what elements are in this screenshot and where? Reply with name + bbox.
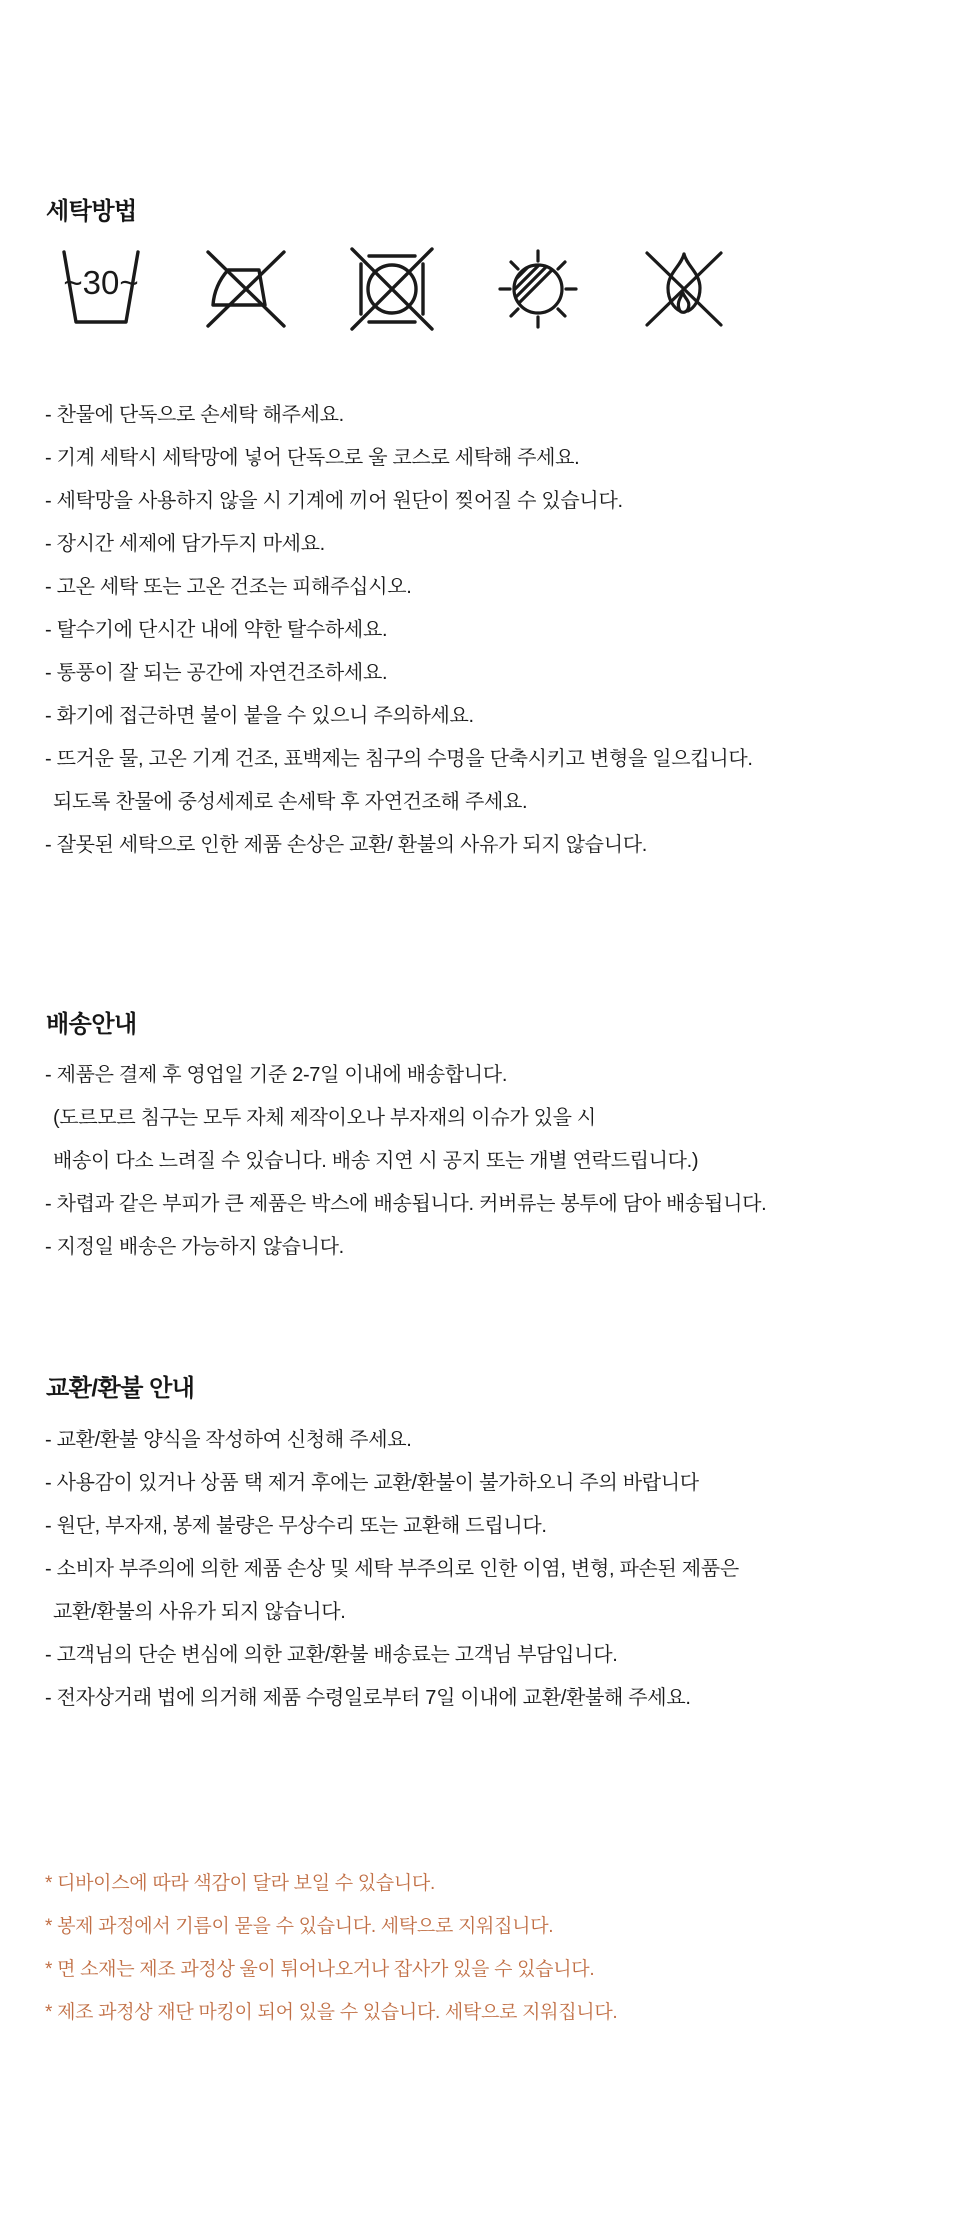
- no-tumble-dry-icon: [342, 243, 442, 335]
- washing-instruction-line: - 세탁망을 사용하지 않을 시 기계에 끼어 원단이 찢어질 수 있습니다.: [45, 490, 623, 512]
- shipping-info-line: - 차렵과 같은 부피가 큰 제품은 박스에 배송됩니다. 커버류는 봉투에 담아 배송됩니다.: [45, 1193, 767, 1215]
- no-fire-icon: [634, 243, 734, 335]
- product-note-line: * 봉제 과정에서 기름이 묻을 수 있습니다. 세탁으로 지워집니다.: [45, 1916, 554, 1937]
- product-notes: [45, 1862, 930, 2034]
- shipping-info-line: 배송이 다소 느려질 수 있습니다. 배송 지연 시 공지 또는 개별 연락드립니다.): [53, 1150, 699, 1172]
- refund-info-line: - 사용감이 있거나 상품 택 제거 후에는 교환/환불이 불가하오니 주의 바랍니다: [45, 1472, 699, 1494]
- washing-instruction-line: 되도록 찬물에 중성세제로 손세탁 후 자연건조해 주세요.: [53, 791, 528, 813]
- shipping-info-line: - 지정일 배송은 가능하지 않습니다.: [45, 1236, 344, 1258]
- washing-instruction-line: - 탈수기에 단시간 내에 약한 탈수하세요.: [45, 619, 388, 641]
- product-note-line: * 디바이스에 따라 색감이 달라 보일 수 있습니다.: [45, 1873, 435, 1894]
- product-note-line: * 면 소재는 제조 과정상 울이 튀어나오거나 잡사가 있을 수 있습니다.: [45, 1959, 595, 1980]
- washing-section-title: 세탁방법: [46, 197, 137, 225]
- laundry-care-icons: [50, 243, 734, 335]
- washing-instruction-line: - 뜨거운 물, 고온 기계 건조, 표백제는 침구의 수명을 단축시키고 변형을 일으킵니다.: [45, 748, 753, 770]
- handwash-30-icon: [50, 243, 150, 335]
- washing-instruction-line: - 장시간 세제에 담가두지 마세요.: [45, 533, 325, 555]
- refund-info-line: - 원단, 부자재, 봉제 불량은 무상수리 또는 교환해 드립니다.: [45, 1515, 547, 1537]
- washing-instruction-line: - 화기에 접근하면 불이 붙을 수 있으니 주의하세요.: [45, 705, 474, 727]
- shipping-info: [45, 1054, 930, 1269]
- shade-dry-icon: [488, 243, 588, 335]
- svg-text:~30~: ~30~: [63, 264, 139, 301]
- washing-instruction-line: - 기계 세탁시 세탁망에 넣어 단독으로 울 코스로 세탁해 주세요.: [45, 447, 580, 469]
- shipping-info-line: - 제품은 결제 후 영업일 기준 2-7일 이내에 배송합니다.: [45, 1064, 508, 1086]
- refund-section-title: 교환/환불 안내: [46, 1374, 195, 1402]
- no-iron-icon: [196, 243, 296, 335]
- refund-info-line: - 소비자 부주의에 의한 제품 손상 및 세탁 부주의로 인한 이염, 변형, 파손된 제품은: [45, 1558, 739, 1580]
- washing-instructions: [45, 394, 930, 867]
- refund-info: [45, 1419, 930, 1720]
- refund-info-line: 교환/환불의 사유가 되지 않습니다.: [53, 1601, 346, 1623]
- washing-instruction-line: - 고온 세탁 또는 고온 건조는 피해주십시오.: [45, 576, 412, 598]
- washing-instruction-line: - 잘못된 세탁으로 인한 제품 손상은 교환/ 환불의 사유가 되지 않습니다.: [45, 834, 647, 856]
- refund-info-line: - 교환/환불 양식을 작성하여 신청해 주세요.: [45, 1429, 412, 1451]
- washing-instruction-line: - 통풍이 잘 되는 공간에 자연건조하세요.: [45, 662, 388, 684]
- washing-instruction-line: - 찬물에 단독으로 손세탁 해주세요.: [45, 404, 344, 426]
- shipping-info-line: (도르모르 침구는 모두 자체 제작이오나 부자재의 이슈가 있을 시: [53, 1107, 596, 1129]
- shipping-section-title: 배송안내: [46, 1010, 137, 1038]
- refund-info-line: - 전자상거래 법에 의거해 제품 수령일로부터 7일 이내에 교환/환불해 주세요.: [45, 1687, 691, 1709]
- product-note-line: * 제조 과정상 재단 마킹이 되어 있을 수 있습니다. 세탁으로 지워집니다.: [45, 2002, 618, 2023]
- refund-info-line: - 고객님의 단순 변심에 의한 교환/환불 배송료는 고객님 부담입니다.: [45, 1644, 618, 1666]
